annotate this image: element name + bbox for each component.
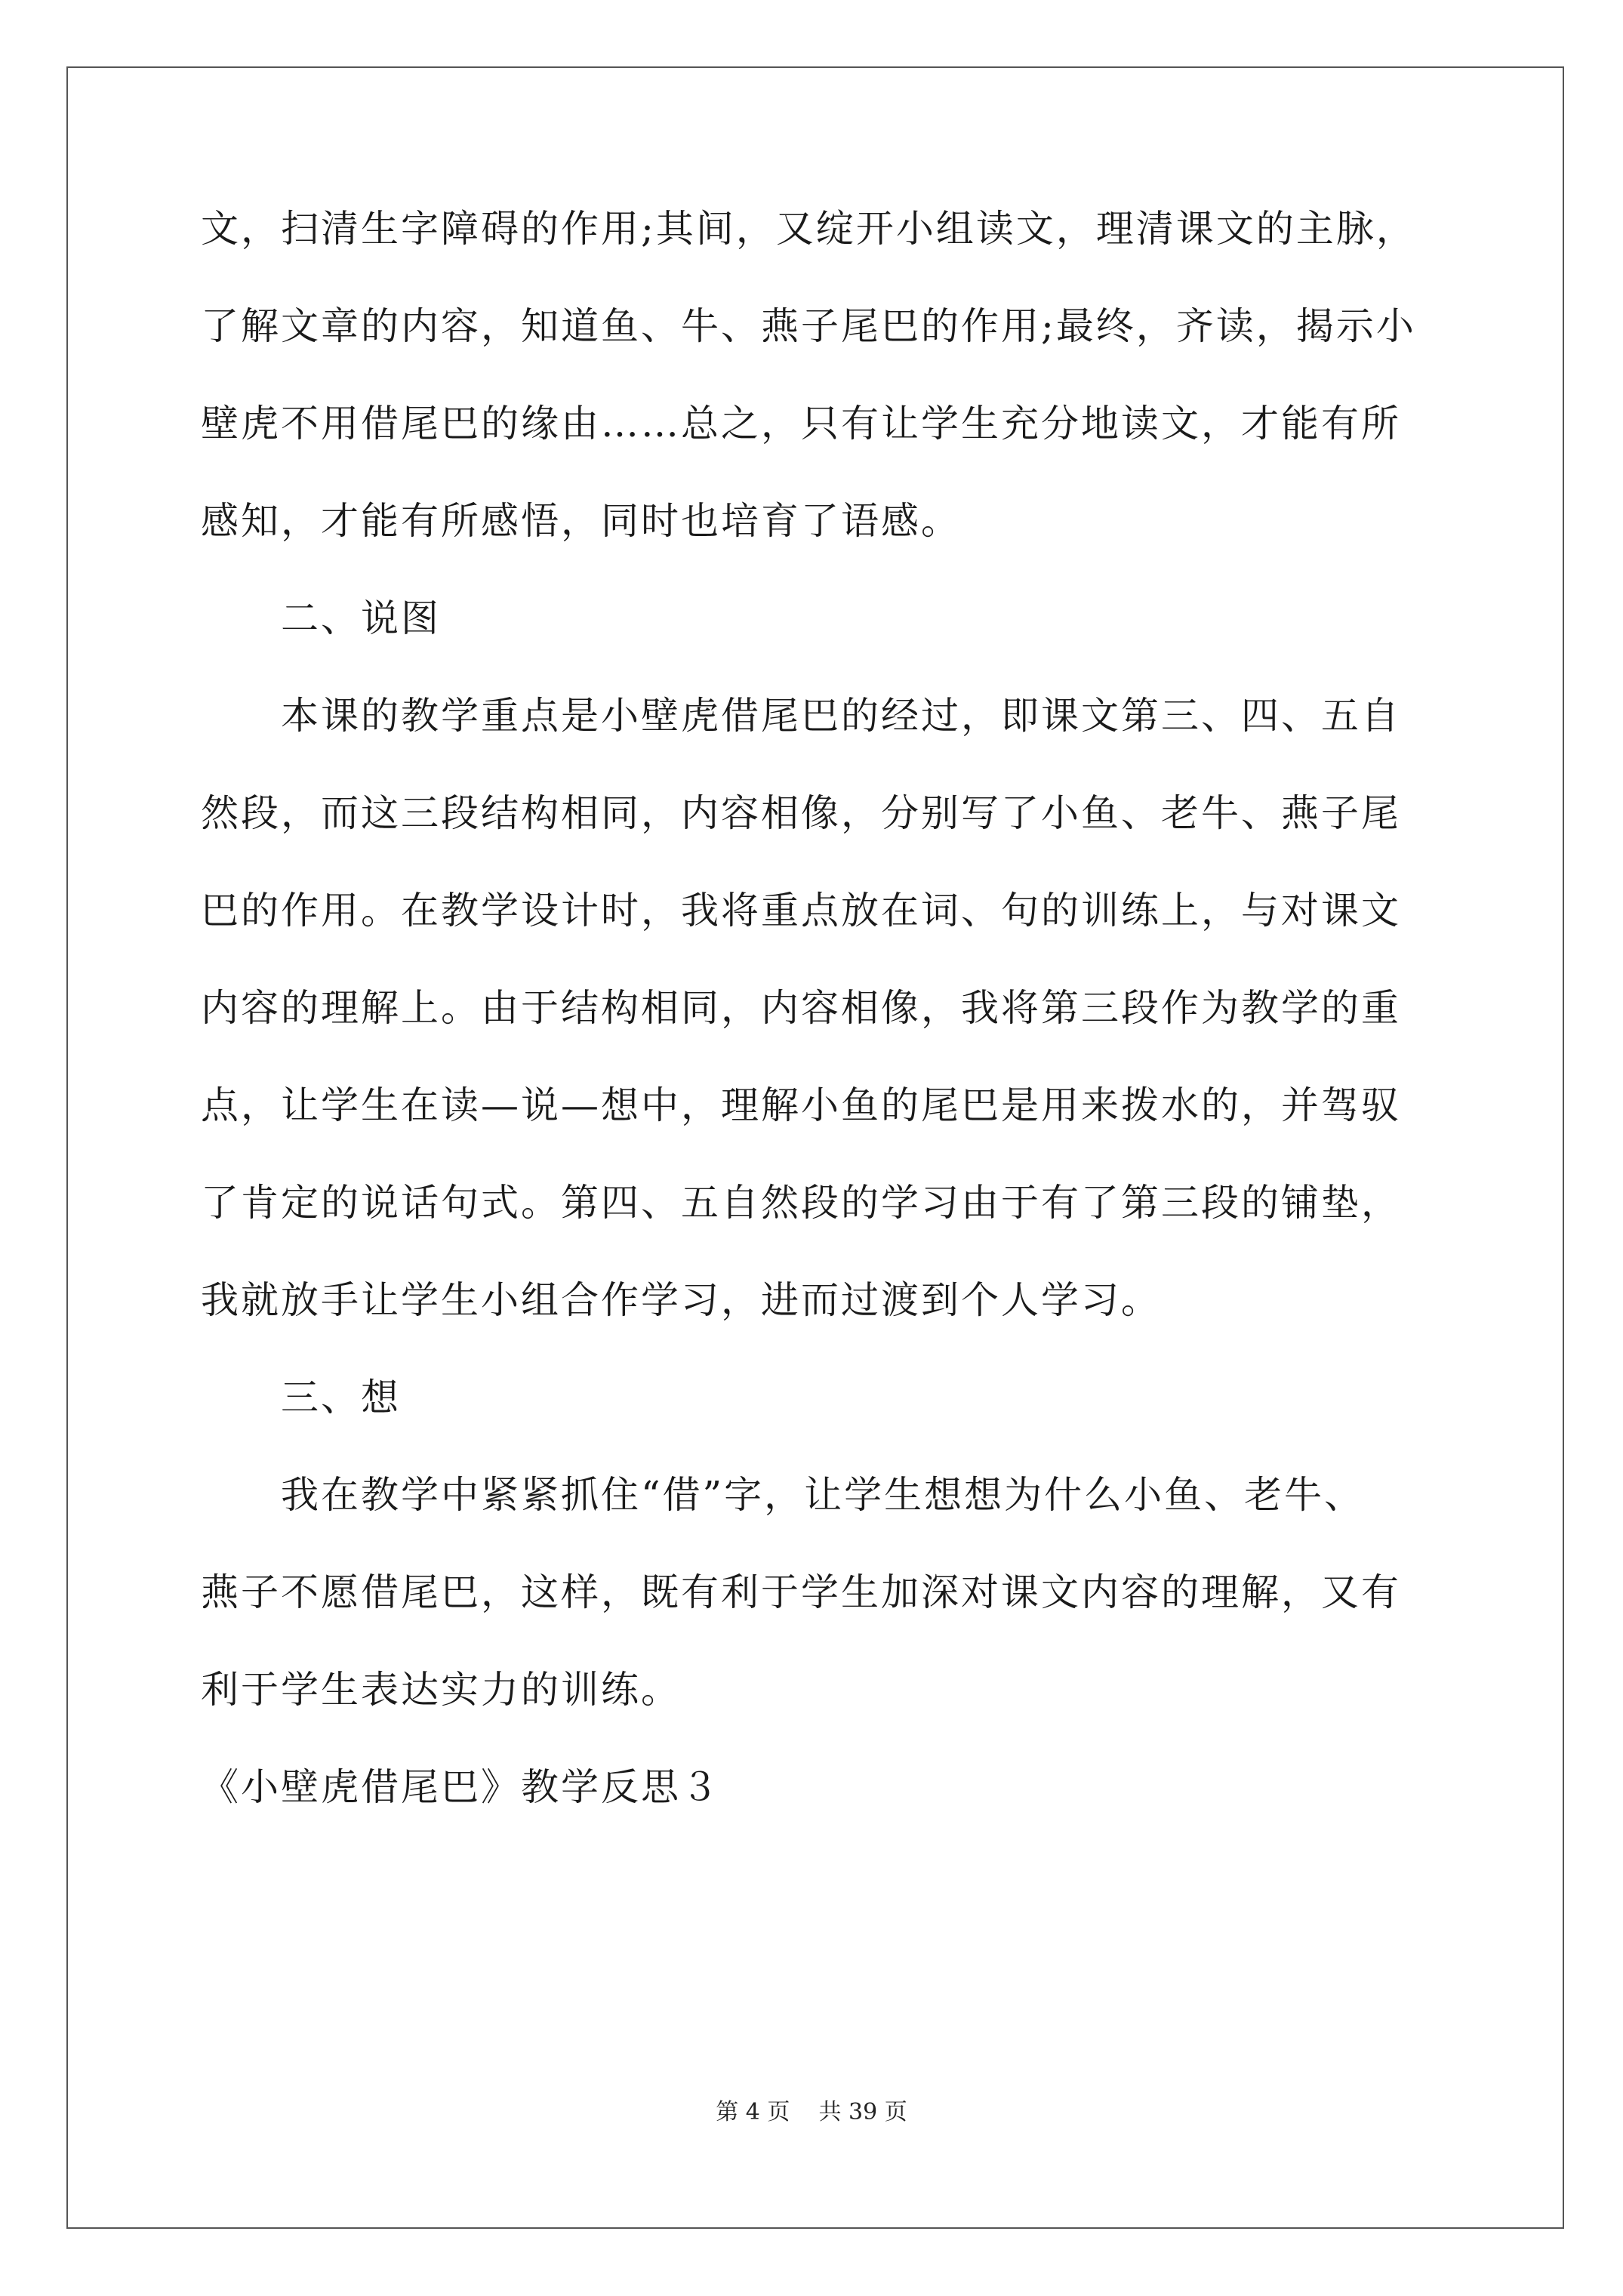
section-heading: 二、说图 [281, 596, 441, 640]
text-line: 了解文章的内容，知道鱼、牛、燕子尾巴的作用;最终，齐读，揭示小 [201, 304, 1416, 348]
text-line: 文，扫清生字障碍的作用;其间，又绽开小组读文，理清课文的主脉， [201, 207, 1416, 251]
text-line: 点，让学生在读—说—想中，理解小鱼的尾巴是用来拨水的，并驾驭 [201, 1083, 1401, 1127]
text-line: 我在教学中紧紧抓住“借”字，让学生想想为什么小鱼、老牛、 [281, 1473, 1365, 1517]
text-line: 壁虎不用借尾巴的缘由……总之，只有让学生充分地读文，才能有所 [201, 402, 1401, 445]
text-line: 了肯定的说话句式。第四、五自然段的学习由于有了第三段的铺垫， [201, 1181, 1401, 1225]
text-line: 巴的作用。在教学设计时，我将重点放在词、句的训练上，与对课文 [201, 889, 1401, 932]
text-line: 燕子不愿借尾巴，这样，既有利于学生加深对课文内容的理解，又有 [201, 1570, 1401, 1614]
text-line: 然段，而这三段结构相同，内容相像，分别写了小鱼、老牛、燕子尾 [201, 791, 1401, 835]
text-line: 本课的教学重点是小壁虎借尾巴的经过，即课文第三、四、五自 [281, 694, 1401, 738]
page-footer: 第 4 页 共 39 页 [716, 2099, 907, 2125]
document-title: 《小壁虎借尾巴》教学反思３ [201, 1765, 721, 1809]
text-line: 利于学生表达实力的训练。 [201, 1668, 681, 1712]
text-line: 我就放手让学生小组合作学习，进而过渡到个人学习。 [201, 1278, 1161, 1322]
section-heading: 三、想 [281, 1376, 401, 1419]
text-line: 感知，才能有所感悟，同时也培育了语感。 [201, 499, 961, 543]
text-line: 内容的理解上。由于结构相同，内容相像，我将第三段作为教学的重 [201, 986, 1401, 1030]
